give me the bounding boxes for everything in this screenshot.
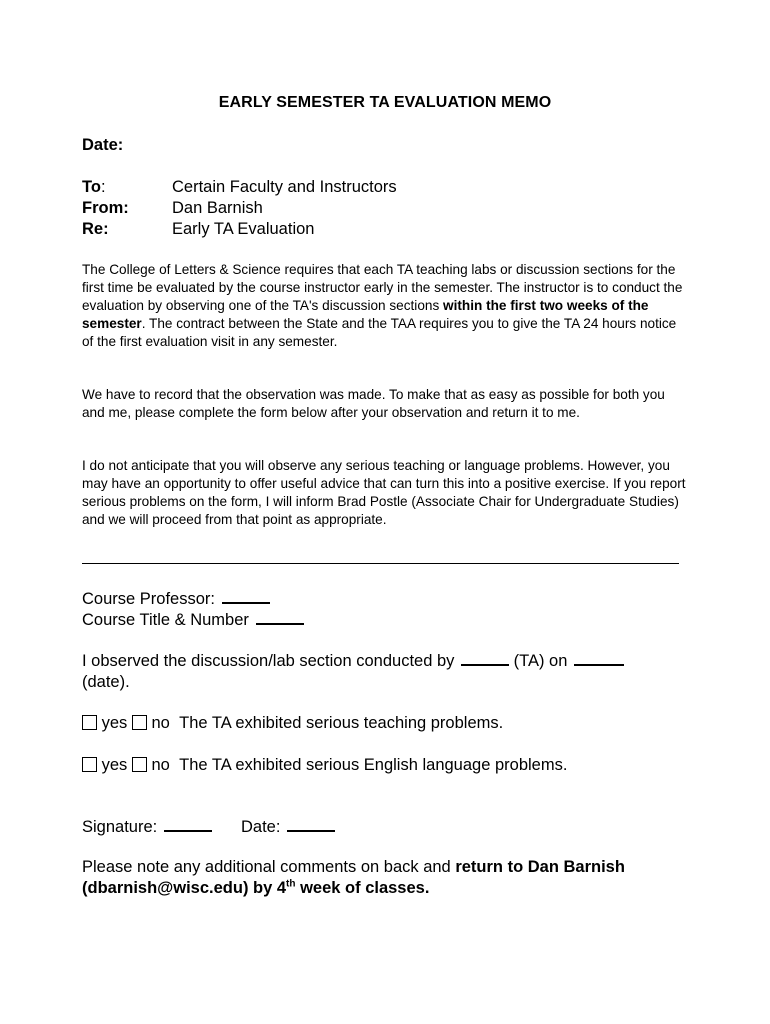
to-value: Certain Faculty and Instructors	[172, 178, 397, 196]
memo-title: EARLY SEMESTER TA EVALUATION MEMO	[218, 94, 552, 111]
paragraph-requirement: The College of Letters & Science requires that each TA teaching labs or discussion sections for the first time be evaluated by the course instructor early in the semester. The instructor is to conduct the evaluation by observing one of the TA's discussion sections within the first two weeks of the semester. The contract between the State and the TAA requires you to give the TA 24 hours notice of the first evaluation visit in any semester.	[82, 262, 683, 349]
signature-blank[interactable]	[164, 816, 212, 832]
signature-label: Signature:	[82, 818, 158, 836]
language-no-checkbox[interactable]	[132, 757, 147, 772]
course-professor-label: Course Professor:	[82, 590, 215, 608]
from-value: Dan Barnish	[172, 199, 263, 217]
course-title-label: Course Title & Number	[82, 611, 249, 629]
course-title-field	[82, 609, 304, 631]
language-yes-label: yes	[101, 756, 128, 774]
return-note: Please note any additional comments on back and return to Dan Barnish (dbarnish@wisc.edu) by 4th week of classes.	[82, 858, 625, 897]
ta-name-blank[interactable]	[461, 650, 509, 666]
language-yes-checkbox[interactable]	[82, 757, 97, 772]
to-label: To:	[82, 178, 106, 196]
observation-date-blank[interactable]	[574, 650, 624, 666]
divider-line	[82, 563, 679, 564]
paragraph-anticipate: I do not anticipate that you will observe any serious teaching or language problems. However, you may have an opportunity to offer useful advice that can turn this into a positive exercise. If you report serious problems on the form, I will inform Brad Postle (Associate Chair for Undergraduate Studies) and we will proceed from that point as appropriate.	[82, 458, 686, 527]
teaching-problems-text: The TA exhibited serious teaching problems.	[179, 714, 504, 732]
paragraph-record: We have to record that the observation was made. To make that as easy as possible for both you and me, please complete the form below after your observation and return it to me.	[82, 387, 665, 420]
course-title-blank[interactable]	[256, 609, 304, 625]
signature-row	[82, 816, 335, 837]
teaching-yes-label: yes	[101, 714, 128, 732]
language-problems-row	[82, 755, 567, 775]
re-label: Re:	[82, 220, 109, 238]
signature-date-blank[interactable]	[287, 816, 335, 832]
teaching-no-checkbox[interactable]	[132, 715, 147, 730]
re-value: Early TA Evaluation	[172, 220, 315, 238]
teaching-yes-checkbox[interactable]	[82, 715, 97, 730]
language-no-label: no	[151, 756, 170, 774]
from-label: From:	[82, 199, 129, 217]
course-professor-blank[interactable]	[222, 588, 270, 604]
observed-statement: I observed the discussion/lab section conducted by (TA) on (date).	[82, 650, 682, 693]
signature-date-label: Date:	[241, 818, 281, 836]
memo-date-label: Date:	[82, 136, 124, 154]
teaching-problems-row	[82, 713, 503, 733]
teaching-no-label: no	[151, 714, 170, 732]
course-professor-field	[82, 588, 270, 610]
language-problems-text: The TA exhibited serious English language problems.	[179, 756, 568, 774]
